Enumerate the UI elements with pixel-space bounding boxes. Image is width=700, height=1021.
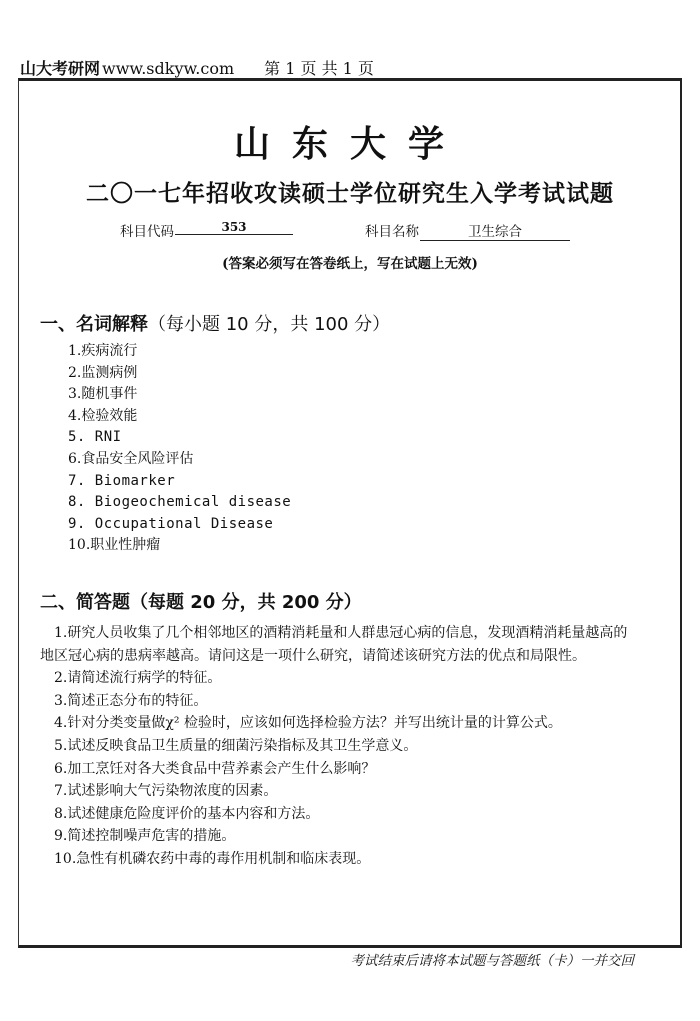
page-info: 第 1 页 共 1 页 [264,59,374,78]
question: 3.简述正态分布的特征。 [54,692,208,709]
question: 10.急性有机磷农药中毒的毒作用机制和临床表现。 [54,850,371,867]
list-item: 4.检验效能 [68,407,138,424]
university-title: 山东大学 [233,123,466,165]
list-item: 8. Biogeochemical disease [68,494,292,511]
list-item: 7. Biomarker [68,472,176,489]
subject-name: 卫生综合 [420,220,570,241]
section1-heading [40,310,390,336]
question: 7.试述影响大气污染物浓度的因素。 [54,783,278,800]
question: 2.请简述流行病学的特征。 [54,670,222,687]
exam-title: 二〇一七年招收攻读硕士学位研究生入学考试试题 [86,180,614,207]
subject-code-label: 科目代码 [120,224,174,240]
term-list [68,341,291,557]
site-name: 山大考研网 [20,59,101,78]
section1-scoring: （每小题 10 分，共 100 分） [148,314,391,335]
subject-name-label: 科目名称 [365,224,419,240]
question: 9.简述控制噪声危害的措施。 [54,828,236,845]
question: 5.试述反映食品卫生质量的细菌污染指标及其卫生学意义。 [54,737,418,754]
site-url[interactable]: www.sdkyw.com [102,59,235,78]
section2-heading: 二、简答题（每题 20 分，共 200 分） [40,592,362,613]
list-item: 6.食品安全风险评估 [68,450,194,467]
question: 8.试述健康危险度评价的基本内容和方法。 [54,805,320,822]
list-item: 10.职业性肿瘤 [68,537,161,554]
footer-note: 考试结束后请将本试题与答题纸（卡）一并交回 [350,953,634,969]
subject-code: 353 [175,220,293,235]
question: 4.针对分类变量做χ² 检验时，应该如何选择检验方法？并写出统计量的计算公式。 [54,715,562,732]
question: 1.研究人员收集了几个相邻地区的酒精消耗量和人群患冠心病的信息，发现酒精消耗量越高的地区冠心病的患病率越高。请问这是一项什么研究，请简述该研究方法的优点和局限性。 [40,625,628,664]
section1-title: 一、名词解释 [40,314,148,335]
list-item: 9. Occupational Disease [68,515,274,532]
list-item: 3.随机事件 [68,386,138,403]
list-item: 5. RNI [68,429,122,446]
list-item: 2.监测病例 [68,364,138,381]
page-header [20,56,374,79]
answer-notice: (答案必须写在答卷纸上，写在试题上无效) [222,256,478,272]
list-item: 1.疾病流行 [68,343,138,359]
question: 6.加工烹饪对各大类食品中营养素会产生什么影响？ [54,760,376,777]
question-list [40,622,640,871]
